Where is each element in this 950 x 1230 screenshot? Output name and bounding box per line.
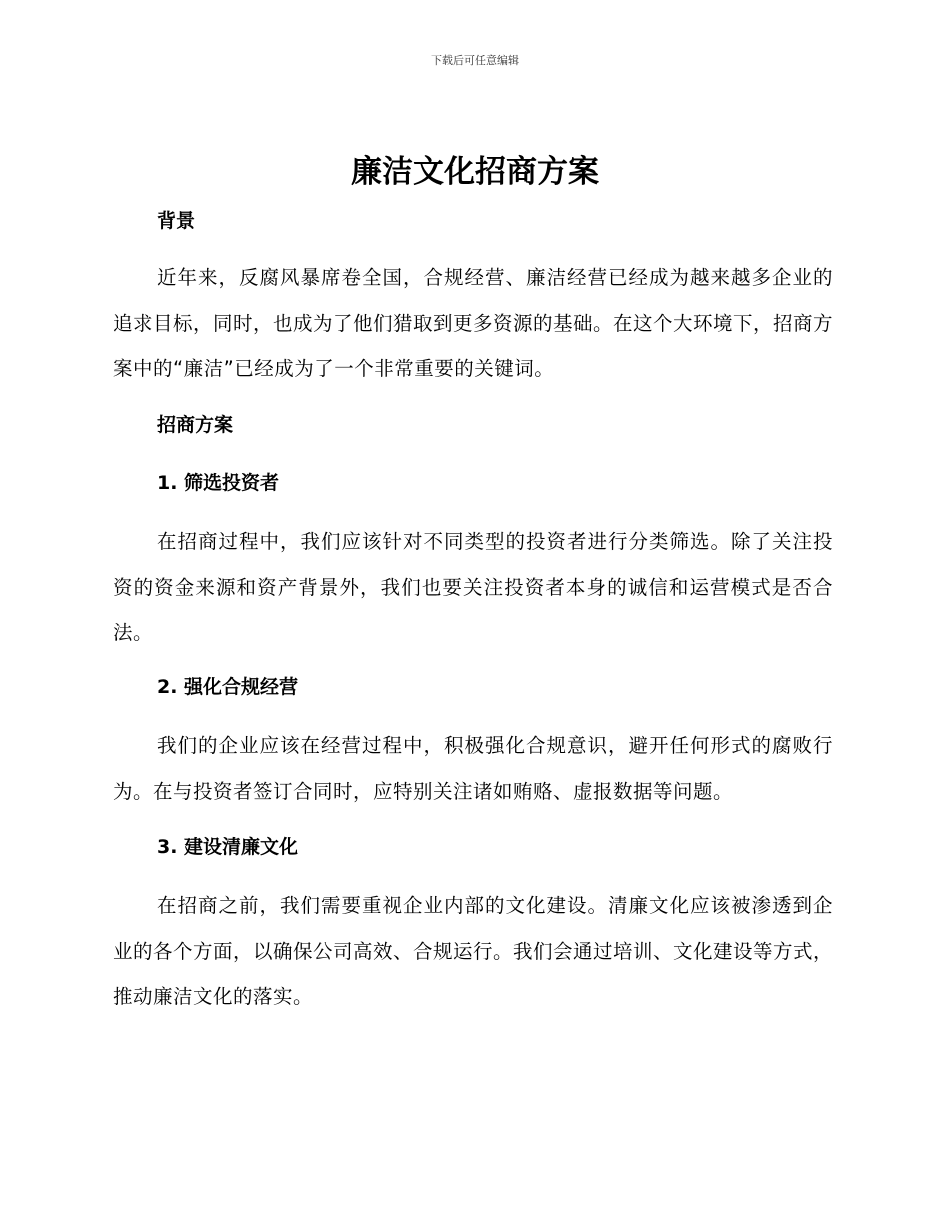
section-paragraph-clean-culture: 在招商之前，我们需要重视企业内部的文化建设。清廉文化应该被渗透到企业的各个方面，以确保公司高效、合规运行。我们会通过培训、文化建设等方式，推动廉洁文化的落实。 <box>113 894 834 1008</box>
section-heading-screen-investors: 1. 筛选投资者 <box>157 472 280 494</box>
section-paragraph-compliance: 我们的企业应该在经营过程中，积极强化合规意识，避开任何形式的腐败行为。在与投资者签订合同时，应特别关注诸如贿赂、虚报数据等问题。 <box>113 734 833 803</box>
background-paragraph: 近年来，反腐风暴席卷全国，合规经营、廉洁经营已经成为越来越多企业的追求目标，同时，也成为了他们猎取到更多资源的基础。在这个大环境下，招商方案中的“廉洁”已经成为了一个非常重要的关键词。 <box>113 266 834 380</box>
section-heading-compliance: 2. 强化合规经营 <box>157 676 299 698</box>
document-title: 廉洁文化招商方案 <box>351 154 599 190</box>
background-heading: 背景 <box>157 210 196 232</box>
section-heading-clean-culture: 3. 建设清廉文化 <box>157 836 299 858</box>
page-header-note: 下载后可任意编辑 <box>431 54 519 67</box>
section-paragraph-screen-investors: 在招商过程中，我们应该针对不同类型的投资者进行分类筛选。除了关注投资的资金来源和资产背景外，我们也要关注投资者本身的诚信和运营模式是否合法。 <box>113 530 833 644</box>
plan-heading: 招商方案 <box>157 414 234 436</box>
